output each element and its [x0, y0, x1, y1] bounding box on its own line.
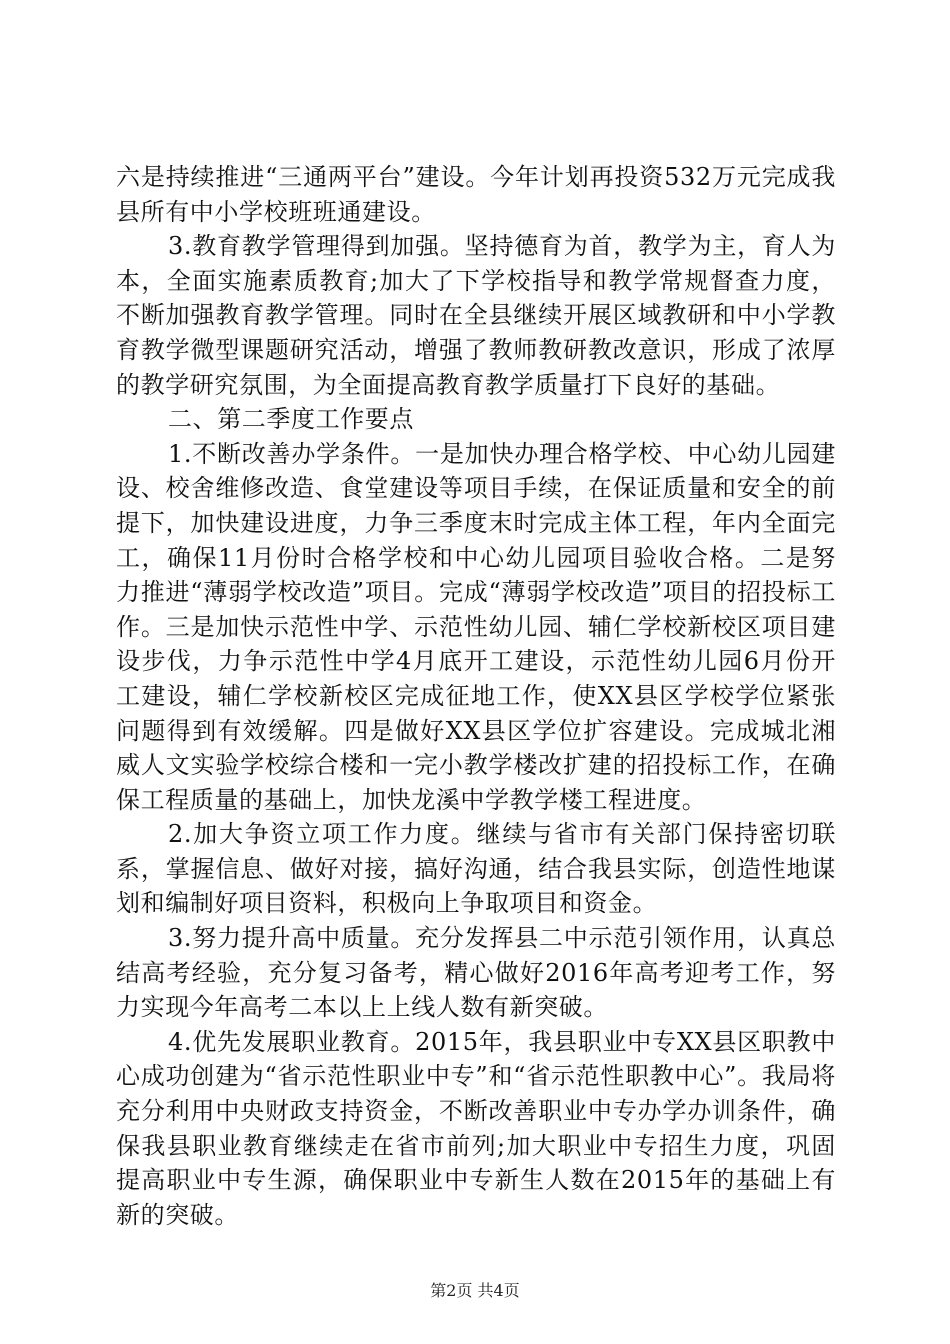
paragraph-3: 1.不断改善办学条件。一是加快办理合格学校、中心幼儿园建设、校舍维修改造、食堂建设等项目手续，在保证质量和安全的前提下，加快建设进度，力争三季度末时完成主体工程，年内全面完工，确保11月份时合格学校和中心幼儿园项目验收合格。二是努力推进“薄弱学校改造”项目。完成“薄弱学校改造”项目的招投标工作。三是加快示范性中学、示范性幼儿园、辅仁学校新校区项目建设步伐，力争示范性中学4月底开工建设，示范性幼儿园6月份开工建设，辅仁学校新校区完成征地工作，使XX县区学校学位紧张问题得到有效缓解。四是做好XX县区学位扩容建设。完成城北湘威人文实验学校综合楼和一完小教学楼改扩建的招投标工作，在确保工程质量的基础上，加快龙溪中学教学楼工程进度。: [116, 439, 836, 814]
paragraph-4: 2.加大争资立项工作力度。继续与省市有关部门保持密切联系，掌握信息、做好对接，搞好沟通，结合我县实际，创造性地谋划和编制好项目资料，积极向上争取项目和资金。: [116, 820, 836, 918]
paragraph-2: 3.教育教学管理得到加强。坚持德育为首，教学为主，育人为本，全面实施素质教育;加大了下学校指导和教学常规督查力度，不断加强教育教学管理。同时在全县继续开展区域教研和中小学教育教学微型课题研究活动，增强了教师教研教改意识，形成了浓厚的教学研究氛围，为全面提高教育教学质量打下良好的基础。: [116, 232, 836, 399]
paragraph-5: 3.努力提升高中质量。充分发挥县二中示范引领作用，认真总结高考经验，充分复习备考，精心做好2016年高考迎考工作，努力实现今年高考二本以上上线人数有新突破。: [116, 924, 836, 1022]
page-footer: 第2页 共4页: [430, 1281, 520, 1300]
section-heading: 二、第二季度工作要点: [168, 405, 414, 434]
document-body: [116, 160, 836, 1232]
paragraph-1: 六是持续推进“三通两平台”建设。今年计划再投资532万元完成我县所有中小学校班班通建设。: [116, 163, 836, 226]
paragraph-6: 4.优先发展职业教育。2015年，我县职业中专XX县区职教中心成功创建为“省示范性职业中专”和“省示范性职教中心”。我局将充分利用中央财政支持资金，不断改善职业中专办学办训条件，确保我县职业教育继续走在省市前列;加大职业中专招生力度，巩固提高职业中专生源，确保职业中专新生人数在2015年的基础上有新的突破。: [116, 1027, 836, 1229]
